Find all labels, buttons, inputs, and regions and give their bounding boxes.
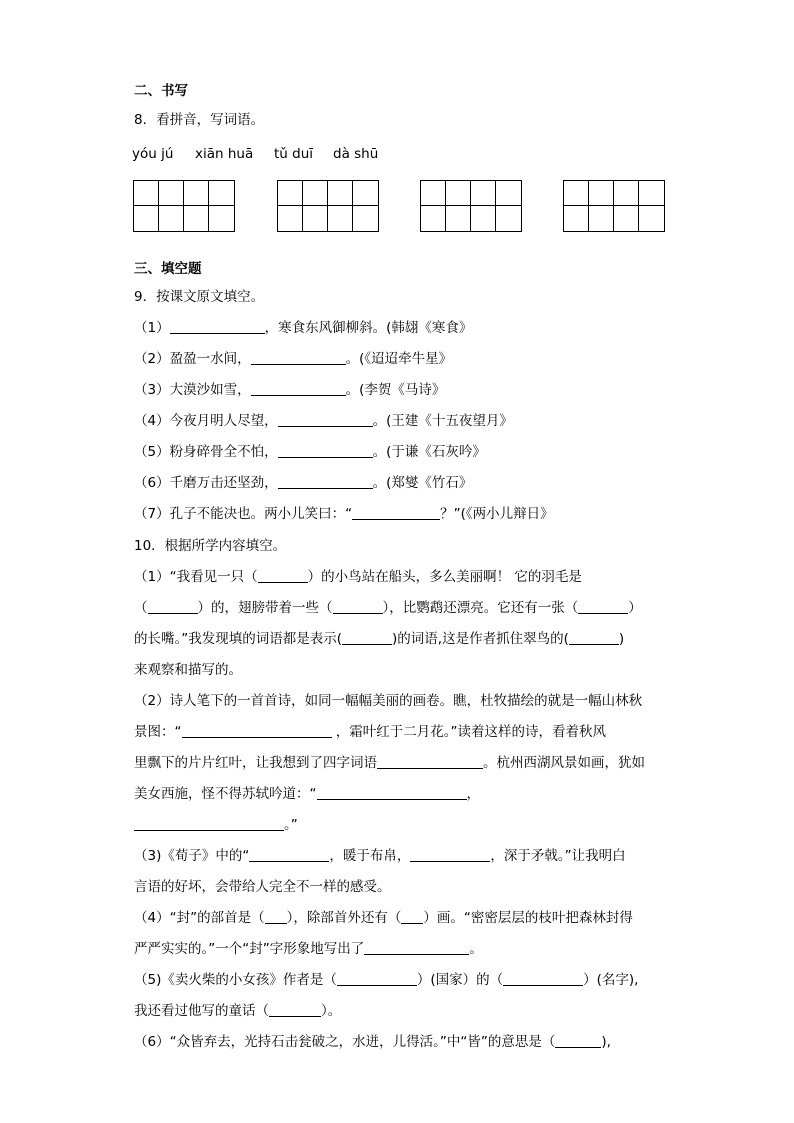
- pinyin-2: xiān huā: [195, 146, 254, 162]
- blank[interactable]: [278, 411, 373, 427]
- writing-grid-3[interactable]: [420, 180, 522, 232]
- blank[interactable]: [401, 908, 423, 924]
- q10-p2-line2: 景图：“ ，霜叶红于二月花。”读着这样的诗，看着秋风: [134, 724, 607, 740]
- q9-item-2: （2）盈盈一水间， 。(《迢迢牵牛星》: [134, 351, 453, 367]
- q10-p4-line2: 严严实实的。”一个“封”字形象地写出了 。: [134, 941, 483, 957]
- section-2-title: 二、书写: [134, 83, 188, 99]
- q10-p2-line4: 美女西施，怪不得苏轼吟道：“ ，: [134, 786, 480, 802]
- q10-p4-line1: （4）“封”的部首是（ ），除部首外还有（ ）画。“密密层层的枝叶把森林封得: [134, 910, 633, 926]
- writing-grid-4[interactable]: [563, 180, 665, 232]
- blank[interactable]: [569, 629, 619, 645]
- blank[interactable]: [134, 815, 284, 831]
- q10-p2-line3: 里飘下的片片红叶，让我想到了四字词语 。杭州西湖风景如画，犹如: [134, 755, 645, 771]
- blank[interactable]: [269, 1001, 321, 1017]
- q9-item-4: （4）今夜月明人尽望， 。(王建《十五夜望月》: [134, 413, 513, 429]
- blank[interactable]: [182, 722, 332, 738]
- pinyin-1: yóu jú: [132, 146, 174, 162]
- q10-p6-line1: （6）“众皆弃去，光持石击瓮破之，水迸，儿得活。”中“皆”的意思是（ ),: [134, 1034, 611, 1050]
- q10-p5-line1: （5)《卖火柴的小女孩》作者是（ ）(国家）的（ ）(名字),: [134, 972, 639, 988]
- question-8-stem: 8．看拼音，写词语。: [134, 112, 265, 128]
- q9-item-3: （3）大漠沙如雪， 。(李贺《马诗》: [134, 382, 446, 398]
- pinyin-4: dà shū: [333, 146, 379, 162]
- q9-item-7: （7）孔子不能决也。两小儿笑曰：“ ？”(《两小儿辩日》: [134, 506, 554, 522]
- q10-p1-line1: （1）“我看见一只（ ）的小鸟站在船头，多么美丽啊！ 它的羽毛是: [134, 569, 582, 585]
- q10-p1-line4: 来观察和描写的。: [134, 662, 242, 678]
- q10-p1-line3: 的长嘴。”我发现填的词语都是表示( )的词语,这是作者抓住翠鸟的( ): [134, 631, 625, 647]
- blank[interactable]: [352, 504, 440, 520]
- q10-p3-line1: （3)《荀子》中的“ ，暖于布帛， ，深于矛戟。”让我明白: [134, 848, 626, 864]
- question-10-stem: 10．根据所学内容填空。: [134, 538, 287, 554]
- pinyin-3: tǔ duī: [274, 146, 314, 162]
- q9-item-1: （1） ，寒食东风御柳斜。(韩翃《寒食》: [134, 320, 473, 336]
- blank[interactable]: [317, 784, 467, 800]
- blank[interactable]: [258, 567, 308, 583]
- writing-grid-2[interactable]: [277, 180, 379, 232]
- q10-p3-line2: 言语的好坏，会带给人完全不一样的感受。: [134, 879, 391, 895]
- q9-item-5: （5）粉身碎骨全不怕， 。(于谦《石灰吟》: [134, 444, 486, 460]
- blank[interactable]: [251, 380, 346, 396]
- q10-p2-line5: 。”: [134, 815, 298, 835]
- section-3-title: 三、填空题: [134, 261, 202, 277]
- blank[interactable]: [265, 908, 287, 924]
- blank[interactable]: [342, 629, 392, 645]
- question-9-stem: 9．按课文原文填空。: [134, 289, 265, 305]
- q10-p1-line2: （ ）的，翅膀带着一些（ ），比鹦鹉还漂亮。它还有一张（ ）: [134, 600, 642, 616]
- blank[interactable]: [410, 846, 490, 862]
- blank[interactable]: [333, 598, 383, 614]
- blank[interactable]: [251, 349, 346, 365]
- blank[interactable]: [249, 846, 329, 862]
- blank[interactable]: [578, 598, 628, 614]
- blank[interactable]: [170, 318, 265, 334]
- blank[interactable]: [278, 442, 373, 458]
- q9-item-6: （6）千磨万击还坚劲， 。(郑燮《竹石》: [134, 475, 473, 491]
- blank[interactable]: [337, 970, 417, 986]
- blank[interactable]: [278, 473, 373, 489]
- blank[interactable]: [364, 939, 469, 955]
- blank[interactable]: [377, 753, 483, 769]
- blank[interactable]: [555, 1032, 601, 1048]
- blank[interactable]: [503, 970, 583, 986]
- q10-p5-line2: 我还看过他写的童话（ ）。: [134, 1003, 342, 1019]
- blank[interactable]: [148, 598, 198, 614]
- writing-grid-1[interactable]: [133, 180, 235, 232]
- q10-p2-line1: （2）诗人笔下的一首首诗，如同一幅幅美丽的画卷。瞧，杜牧描绘的就是一幅山林秋: [134, 693, 643, 709]
